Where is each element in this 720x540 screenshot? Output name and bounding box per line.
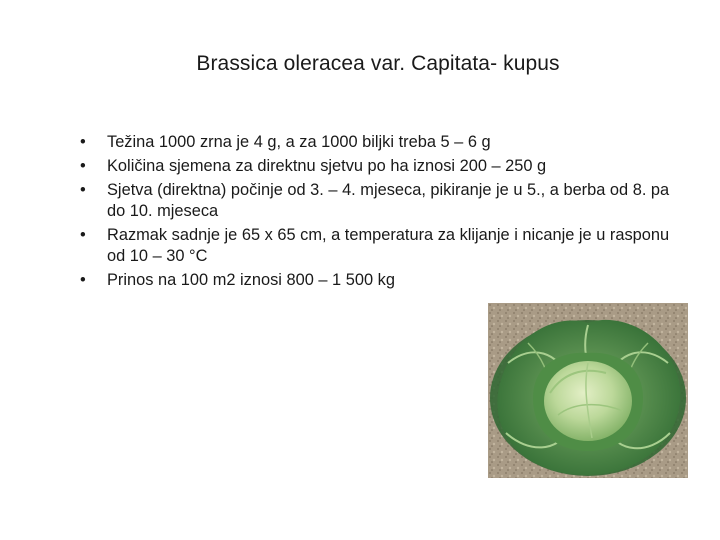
bullet-item [75,225,675,267]
bullet-text: Težina 1000 zrna je 4 g, a za 1000 biljki treba 5 – 6 g [107,133,491,151]
bullet-icon: • [80,226,86,244]
bullet-text: Količina sjemena za direktnu sjetvu po ha iznosi 200 – 250 g [107,157,547,175]
slide-title: Brassica oleracea var. Capitata- kupus [196,52,560,75]
bullet-icon: • [80,157,86,175]
bullet-icon: • [80,133,86,151]
bullet-text: Prinos na 100 m2 iznosi 800 – 1 500 kg [107,271,395,289]
cabbage-icon [488,303,688,478]
bullet-icon: • [80,181,86,199]
bullet-item [75,180,675,222]
bullet-text: Razmak sadnje je 65 x 65 cm, a temperatura za klijanje i nicanje je u rasponu od 10 – 30 °C [107,226,670,265]
bullet-item [75,270,675,291]
bullet-icon: • [80,271,86,289]
cabbage-photo [488,303,688,478]
bullet-list [75,132,675,294]
bullet-item [75,132,675,153]
bullet-item [75,156,675,177]
bullet-text: Sjetva (direktna) počinje od 3. – 4. mjeseca, pikiranje je u 5., a berba od 8. pa do 10. mjeseca [107,181,670,220]
